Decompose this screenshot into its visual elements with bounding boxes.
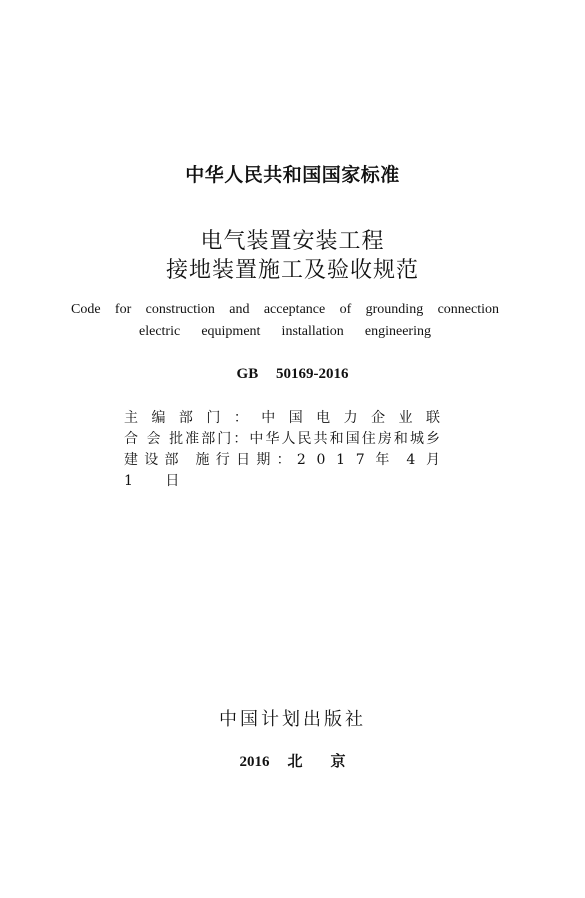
issuing-info-line-3: 建设部 施行日期：2 0 1 7 年 4 月 (124, 452, 440, 468)
imprint-year: 2016 (239, 754, 270, 770)
standard-number: GB 50169-2016 (236, 366, 349, 382)
issuing-info-line-1: 主 编 部 门 ： 中 国 电 力 企 业 联 (124, 410, 440, 426)
standard-category-label: 中华人民共和国国家标准 (185, 164, 400, 186)
chinese-title-line-1: 电气装置安装工程 (200, 229, 385, 254)
chinese-title-line-2: 接地装置施工及验收规范 (165, 258, 419, 283)
imprint-city-char-2: 京 (330, 754, 346, 770)
issuing-info-line-4: 1 日 (124, 473, 194, 489)
imprint-line (0, 750, 585, 771)
issuing-info-block (124, 408, 440, 492)
imprint-city-char-1: 北 (287, 754, 303, 770)
english-title-line-2: electric equipment installation engineering (139, 324, 431, 339)
issuing-info-line-2: 合 会 批准部门：中华人民共和国住房和城乡 (124, 431, 440, 447)
english-title-line-1: Code for construction and acceptance of grounding connection (71, 302, 499, 317)
publisher-name: 中国计划出版社 (219, 709, 366, 730)
